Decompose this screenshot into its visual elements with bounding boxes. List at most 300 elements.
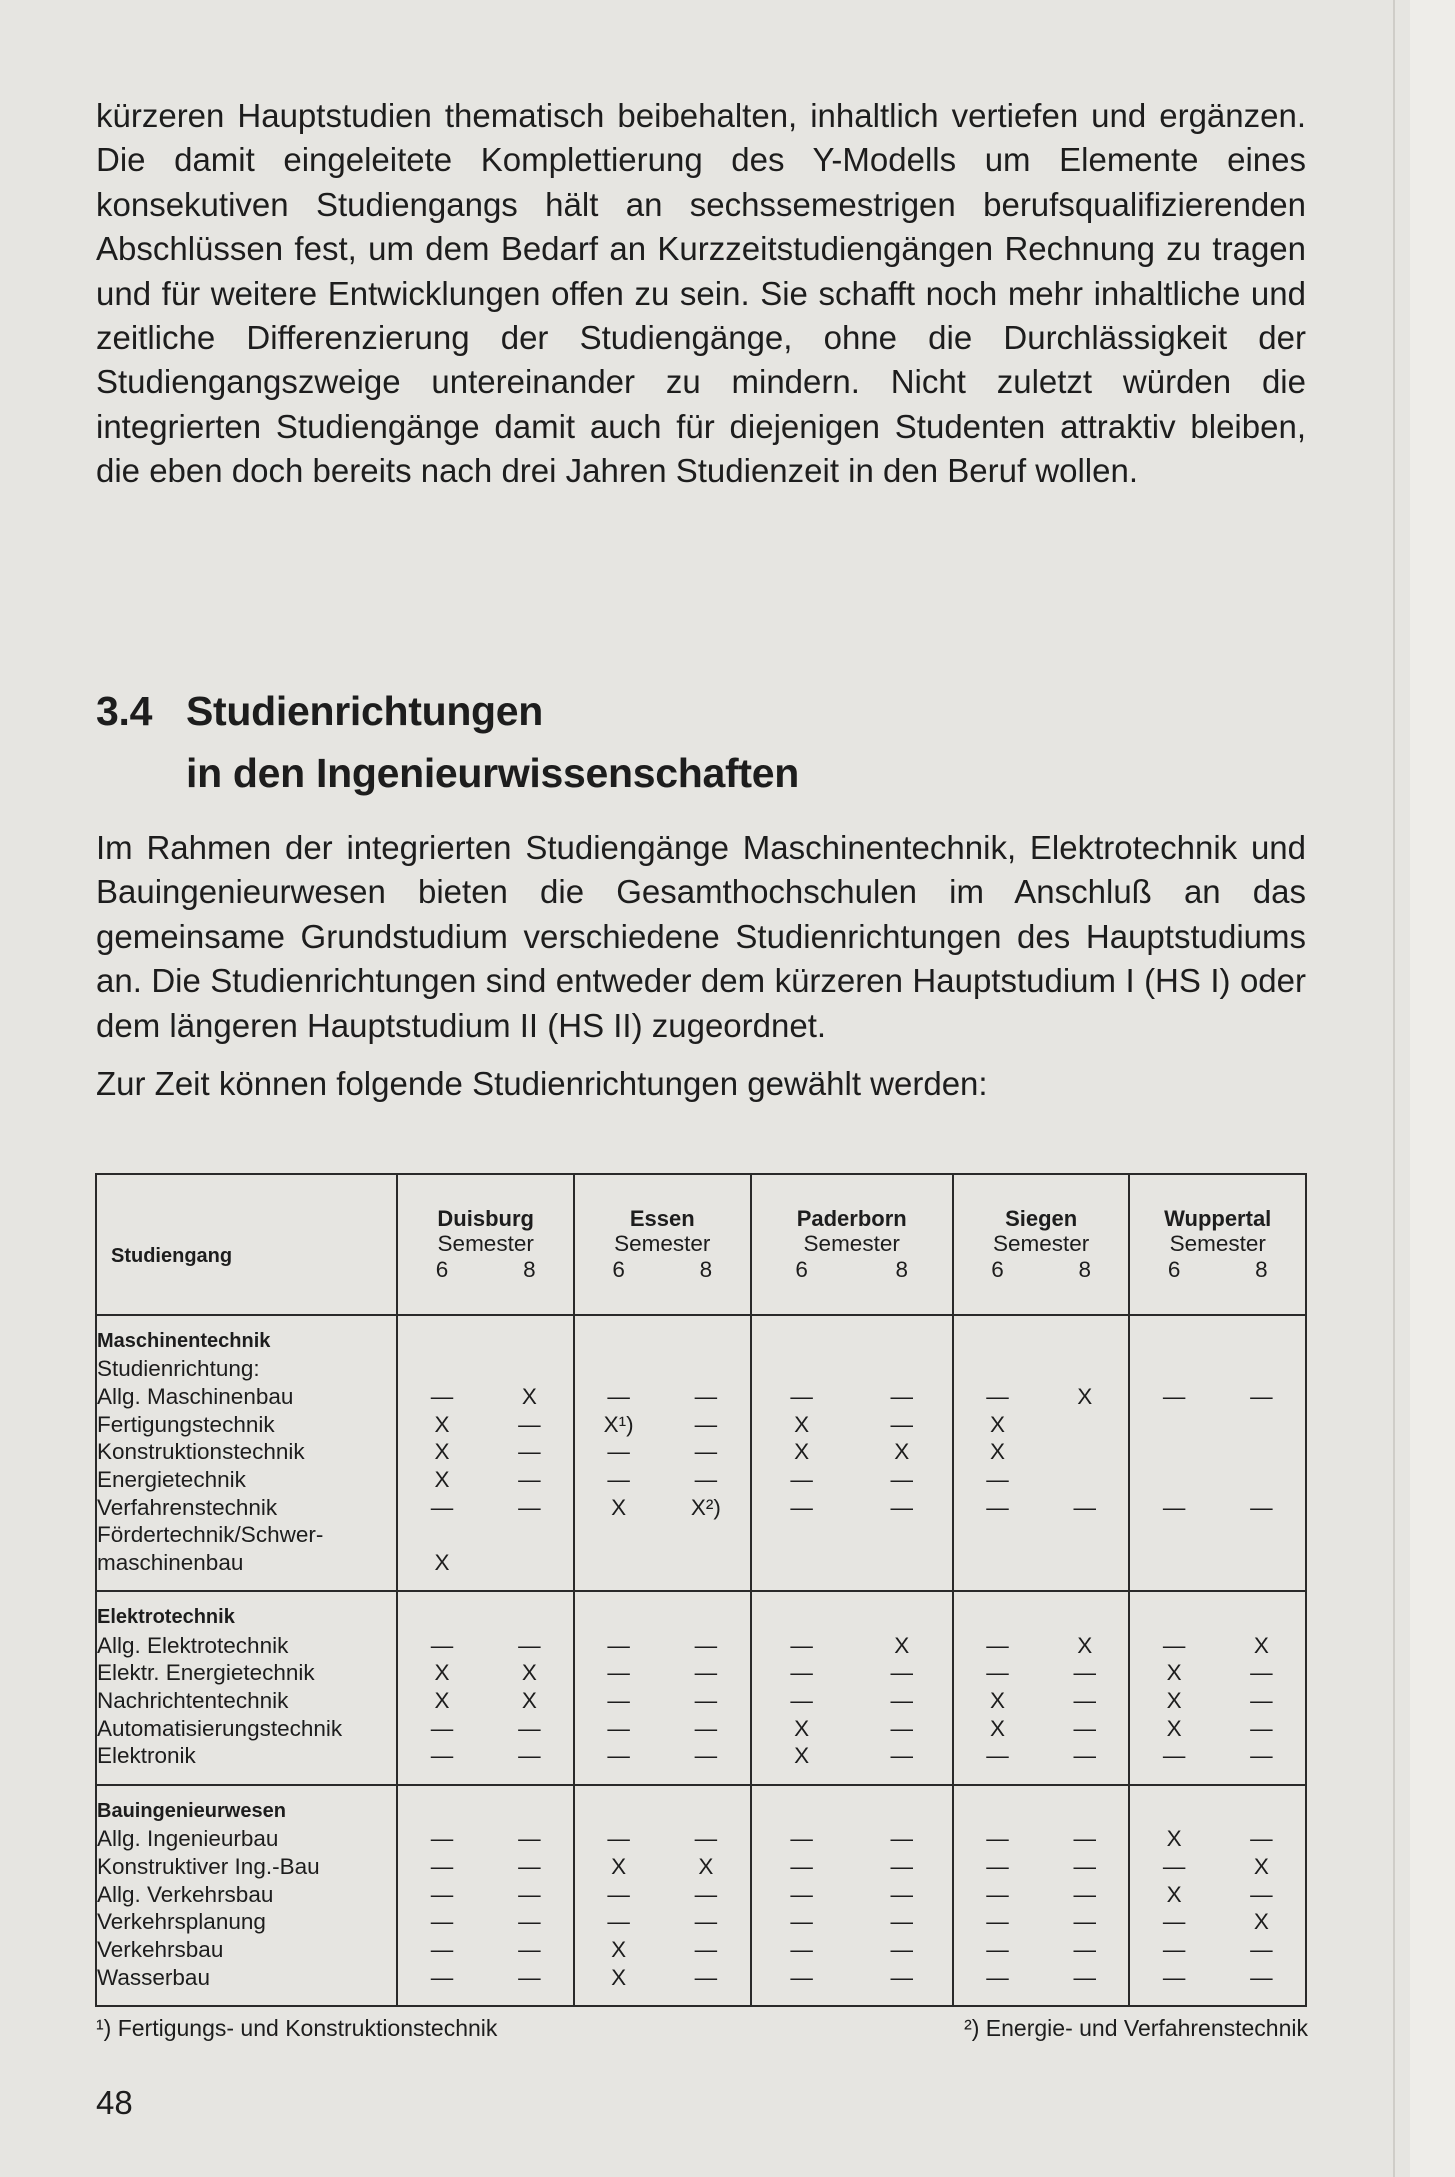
university-cell xyxy=(397,1743,574,1785)
row-label: Konstruktionstechnik xyxy=(96,1439,397,1467)
offer-mark: — xyxy=(694,1936,718,1962)
offer-mark xyxy=(486,1550,573,1576)
university-cell xyxy=(751,1550,953,1592)
semester-short: 6 xyxy=(612,1256,625,1282)
intro-lead: Zur Zeit können folgende Studienrichtungen gewählt werden: xyxy=(96,1065,988,1103)
offer-mark: — xyxy=(1162,1494,1186,1520)
empty-cell xyxy=(953,1785,1130,1826)
offer-mark: X xyxy=(611,1853,627,1879)
offer-mark: — xyxy=(1073,1688,1097,1714)
row-label: Elektr. Energietechnik xyxy=(96,1660,397,1688)
offer-mark: — xyxy=(890,1660,914,1686)
offer-mark: X xyxy=(434,1660,450,1686)
offer-mark: — xyxy=(430,1743,454,1769)
university-cell xyxy=(751,1937,953,1965)
semester-long: 8 xyxy=(1078,1256,1092,1282)
offer-mark: — xyxy=(790,1853,813,1879)
university-name: Paderborn xyxy=(796,1205,907,1231)
empty-cell xyxy=(953,1356,1130,1384)
offer-mark: — xyxy=(518,1936,541,1962)
offer-mark: — xyxy=(986,1743,1009,1769)
row-label: Konstruktiver Ing.-Bau xyxy=(96,1854,397,1882)
university-cell xyxy=(953,1716,1130,1744)
university-cell xyxy=(397,1882,574,1910)
offer-mark: — xyxy=(1073,1660,1097,1686)
empty-cell xyxy=(953,1591,1130,1632)
empty-cell xyxy=(397,1785,574,1826)
university-cell xyxy=(574,1412,751,1440)
offer-mark: — xyxy=(1073,1715,1097,1741)
offer-mark: — xyxy=(607,1688,630,1714)
offer-mark: — xyxy=(1073,1743,1097,1769)
offer-mark: — xyxy=(607,1743,630,1769)
offer-mark: X xyxy=(990,1439,1006,1465)
table-group xyxy=(96,1591,1306,1784)
university-name: Siegen xyxy=(1005,1205,1078,1231)
university-cell xyxy=(397,1660,574,1688)
university-cell xyxy=(1129,1439,1306,1467)
offer-mark: — xyxy=(607,1632,630,1658)
offer-mark: X xyxy=(794,1439,810,1465)
offer-mark: X xyxy=(1166,1881,1182,1907)
offer-mark: — xyxy=(1162,1853,1186,1879)
offer-mark: — xyxy=(518,1466,541,1492)
row-label: Fertigungstechnik xyxy=(96,1412,397,1440)
offer-mark: — xyxy=(518,1715,541,1741)
university-cell xyxy=(397,1384,574,1412)
semester-values xyxy=(398,1257,573,1283)
offer-mark: — xyxy=(790,1826,813,1852)
university-cell xyxy=(953,1826,1130,1854)
semester-long: 8 xyxy=(1255,1256,1268,1282)
offer-mark: — xyxy=(1162,1936,1186,1962)
university-header xyxy=(953,1174,1130,1315)
table-row xyxy=(96,1937,1306,1965)
offer-mark: — xyxy=(694,1632,718,1658)
offer-mark: — xyxy=(518,1826,541,1852)
offer-mark: X xyxy=(1166,1660,1182,1686)
university-cell xyxy=(1129,1550,1306,1592)
offer-mark: X xyxy=(1166,1826,1182,1852)
empty-cell xyxy=(751,1591,953,1632)
offer-mark: — xyxy=(890,1384,914,1410)
offer-mark: X xyxy=(1077,1632,1093,1658)
offer-mark: — xyxy=(430,1715,454,1741)
semester-label: Semester xyxy=(1169,1230,1266,1256)
offer-mark: — xyxy=(1162,1384,1186,1410)
offer-mark: X xyxy=(521,1384,537,1410)
university-cell xyxy=(1129,1384,1306,1412)
semester-long: 8 xyxy=(895,1256,909,1282)
offer-mark: X xyxy=(990,1411,1006,1437)
university-cell xyxy=(397,1854,574,1882)
offer-mark: — xyxy=(1073,1936,1097,1962)
offer-mark: — xyxy=(694,1743,718,1769)
university-cell xyxy=(953,1965,1130,2006)
offer-mark: — xyxy=(986,1466,1009,1492)
offer-mark: — xyxy=(890,1853,914,1879)
university-cell xyxy=(397,1909,574,1937)
offer-mark: — xyxy=(1250,1881,1273,1907)
offer-mark: — xyxy=(694,1688,718,1714)
semester-values xyxy=(752,1257,952,1283)
offer-mark: — xyxy=(1250,1936,1273,1962)
offer-mark: X xyxy=(794,1743,810,1769)
section-intro xyxy=(96,826,1306,1120)
section-title-line2: in den Ingenieurwissenschaften xyxy=(186,750,799,796)
university-cell xyxy=(574,1882,751,1910)
university-name: Duisburg xyxy=(437,1205,534,1231)
offer-mark: — xyxy=(1250,1964,1273,1990)
semester-long: 8 xyxy=(523,1256,536,1282)
offer-mark: X xyxy=(1253,1632,1269,1658)
offer-mark: — xyxy=(694,1439,718,1465)
university-header xyxy=(397,1174,574,1315)
empty-cell xyxy=(751,1315,953,1356)
university-name: Essen xyxy=(629,1205,695,1231)
offer-mark: — xyxy=(986,1853,1009,1879)
university-cell xyxy=(574,1965,751,2006)
offer-mark: — xyxy=(430,1853,454,1879)
row-label: Automatisierungstechnik xyxy=(96,1716,397,1744)
table-group xyxy=(96,1785,1306,2006)
row-label: Allg. Maschinenbau xyxy=(96,1384,397,1412)
offer-mark: — xyxy=(607,1826,630,1852)
empty-cell xyxy=(1129,1356,1306,1384)
offer-mark: — xyxy=(790,1660,813,1686)
university-cell xyxy=(953,1550,1130,1592)
offer-mark: X xyxy=(990,1715,1006,1741)
university-header xyxy=(751,1174,953,1315)
university-cell xyxy=(397,1633,574,1661)
semester-label: Semester xyxy=(803,1230,900,1256)
empty-cell xyxy=(1129,1315,1306,1356)
offer-mark: — xyxy=(890,1881,914,1907)
offer-mark: X xyxy=(611,1494,627,1520)
university-cell xyxy=(574,1522,751,1550)
offer-mark: — xyxy=(1250,1688,1273,1714)
footnote-2: ²) Energie- und Verfahrenstechnik xyxy=(964,2015,1308,2041)
offer-mark: X xyxy=(434,1411,450,1437)
offer-mark: X²) xyxy=(690,1494,721,1520)
table-row xyxy=(96,1384,1306,1412)
offer-mark: X xyxy=(794,1715,810,1741)
semester-short: 6 xyxy=(1167,1256,1181,1282)
offer-mark: — xyxy=(986,1881,1009,1907)
row-label: Nachrichtentechnik xyxy=(96,1688,397,1716)
university-cell xyxy=(1129,1937,1306,1965)
offer-mark: — xyxy=(430,1964,454,1990)
row-label: Allg. Elektrotechnik xyxy=(96,1633,397,1661)
university-cell xyxy=(574,1439,751,1467)
university-cell xyxy=(751,1743,953,1785)
offer-mark: — xyxy=(986,1384,1009,1410)
body-paragraph: kürzeren Hauptstudien thematisch beibehalten, inhaltlich vertiefen und ergänzen. Die damit eingeleitete Komplettierung des Y-Modells um Elemente eines konsekutiven Studiengangs hält an sechssemestrigen berufsqualifizierenden Abschlüssen fest, um dem Bedarf an Kurzzeitstudiengängen Rechnung zu tragen und für weitere Entwicklungen offen zu sein. Sie schafft noch mehr inhaltliche und zeitliche Differenzierung der Studiengänge, ohne die Durchlässigkeit der Studiengangszweige untereinander zu mindern. Nicht zuletzt würden die integrierten Studiengänge damit auch für diejenigen Studenten attraktiv bleiben, die eben doch bereits nach drei Jahren Studienzeit in den Beruf wollen. xyxy=(96,97,1306,490)
offer-mark: — xyxy=(518,1909,541,1935)
university-cell xyxy=(751,1909,953,1937)
offer-mark: X xyxy=(1166,1688,1182,1714)
university-cell xyxy=(574,1909,751,1937)
university-cell xyxy=(751,1412,953,1440)
section-title-line1: Studienrichtungen xyxy=(186,688,544,734)
university-cell xyxy=(953,1743,1130,1785)
university-cell xyxy=(953,1882,1130,1910)
offer-mark: — xyxy=(890,1826,914,1852)
semester-long: 8 xyxy=(699,1256,713,1282)
offer-mark: — xyxy=(1162,1909,1186,1935)
table-row xyxy=(96,1522,1306,1550)
row-label: Fördertechnik/Schwer- xyxy=(96,1522,397,1550)
offer-mark: X xyxy=(1253,1909,1269,1935)
offer-mark: — xyxy=(607,1384,630,1410)
group-title: Bauingenieurwesen xyxy=(96,1785,397,1826)
offer-mark: — xyxy=(694,1466,718,1492)
row-label: Elektronik xyxy=(96,1743,397,1785)
offer-mark: X xyxy=(1166,1715,1182,1741)
university-cell xyxy=(397,1439,574,1467)
offer-mark: — xyxy=(694,1826,718,1852)
offer-mark: — xyxy=(1250,1743,1273,1769)
offer-mark xyxy=(1041,1467,1128,1493)
university-cell xyxy=(751,1716,953,1744)
offer-mark: — xyxy=(986,1632,1009,1658)
university-cell xyxy=(574,1633,751,1661)
offer-mark: X xyxy=(434,1466,450,1492)
university-cell xyxy=(397,1716,574,1744)
offer-mark: — xyxy=(518,1853,541,1879)
empty-cell xyxy=(1129,1591,1306,1632)
offer-mark: — xyxy=(890,1466,914,1492)
offer-mark: — xyxy=(986,1964,1009,1990)
row-label: maschinenbau xyxy=(96,1550,397,1592)
page-number: 48 xyxy=(96,2084,133,2121)
university-cell xyxy=(1129,1965,1306,2006)
offer-mark: — xyxy=(518,1632,541,1658)
section-heading xyxy=(96,680,1096,804)
university-cell xyxy=(1129,1854,1306,1882)
intro-paragraph: Im Rahmen der integrierten Studiengänge Maschinentechnik, Elektrotechnik und Bauingenieurwesen bieten die Gesamthochschulen im Anschluß an das gemeinsame Grundstudium verschiedene Studienrichtungen des Hauptstudiums an. Die Studienrichtungen sind entweder dem kürzeren Hauptstudium I (HS I) oder dem längeren Hauptstudium II (HS II) zugeordnet. xyxy=(96,829,1306,1044)
university-cell xyxy=(574,1854,751,1882)
offer-mark: — xyxy=(890,1936,914,1962)
offer-mark: — xyxy=(890,1743,914,1769)
semester-short: 6 xyxy=(991,1256,1004,1282)
studienrichtungen-table xyxy=(95,1173,1307,2007)
university-cell xyxy=(397,1412,574,1440)
university-cell xyxy=(751,1467,953,1495)
university-cell xyxy=(953,1909,1130,1937)
university-cell xyxy=(574,1495,751,1523)
offer-mark: — xyxy=(607,1881,630,1907)
row-label: Allg. Verkehrsbau xyxy=(96,1882,397,1910)
offer-mark: — xyxy=(790,1964,813,1990)
offer-mark: — xyxy=(518,1881,541,1907)
semester-short: 6 xyxy=(435,1256,449,1282)
semester-values xyxy=(575,1257,750,1283)
offer-mark: — xyxy=(790,1688,813,1714)
offer-mark: X¹) xyxy=(603,1411,634,1437)
semester-label: Semester xyxy=(993,1230,1090,1256)
table-row xyxy=(96,1467,1306,1495)
university-cell xyxy=(751,1495,953,1523)
university-cell xyxy=(397,1522,574,1550)
offer-mark: — xyxy=(430,1936,454,1962)
offer-mark: — xyxy=(694,1881,718,1907)
university-cell xyxy=(751,1688,953,1716)
offer-mark: — xyxy=(790,1384,813,1410)
table-row xyxy=(96,1854,1306,1882)
page-edge xyxy=(1393,0,1395,2177)
offer-mark: X xyxy=(894,1632,910,1658)
group-title: Maschinentechnik xyxy=(96,1315,397,1356)
university-cell xyxy=(1129,1522,1306,1550)
offer-mark: — xyxy=(790,1466,813,1492)
university-cell xyxy=(1129,1495,1306,1523)
university-cell xyxy=(953,1495,1130,1523)
university-cell xyxy=(751,1439,953,1467)
footnote-1: ¹) Fertigungs- und Konstruktionstechnik xyxy=(96,2015,498,2041)
table-group xyxy=(96,1315,1306,1591)
university-cell xyxy=(1129,1412,1306,1440)
semester-short: 6 xyxy=(795,1256,808,1282)
offer-mark: — xyxy=(890,1909,914,1935)
offer-mark: — xyxy=(890,1964,914,1990)
university-cell xyxy=(397,1467,574,1495)
offer-mark: — xyxy=(1073,1909,1097,1935)
semester-values xyxy=(954,1257,1129,1283)
offer-mark: — xyxy=(430,1384,454,1410)
offer-mark: — xyxy=(1073,1494,1097,1520)
offer-mark: — xyxy=(890,1494,914,1520)
offer-mark: X xyxy=(521,1688,537,1714)
table-row xyxy=(96,1716,1306,1744)
offer-mark: — xyxy=(790,1936,813,1962)
table-row xyxy=(96,1495,1306,1523)
university-cell xyxy=(953,1384,1130,1412)
offer-mark: — xyxy=(607,1439,630,1465)
offer-mark: — xyxy=(986,1909,1009,1935)
offer-mark: — xyxy=(430,1909,454,1935)
group-header-row xyxy=(96,1591,1306,1632)
offer-mark: — xyxy=(890,1688,914,1714)
empty-cell xyxy=(397,1315,574,1356)
university-cell xyxy=(574,1550,751,1592)
offer-mark: X xyxy=(521,1660,537,1686)
university-cell xyxy=(1129,1743,1306,1785)
university-cell xyxy=(751,1965,953,2006)
university-cell xyxy=(574,1826,751,1854)
offer-mark: — xyxy=(607,1715,630,1741)
group-title: Elektrotechnik xyxy=(96,1591,397,1632)
university-cell xyxy=(1129,1826,1306,1854)
page-margin xyxy=(1410,0,1455,2177)
offer-mark: X xyxy=(434,1549,450,1575)
offer-mark: — xyxy=(1073,1853,1097,1879)
offer-mark: — xyxy=(790,1494,813,1520)
university-cell xyxy=(574,1937,751,1965)
university-cell xyxy=(397,1826,574,1854)
group-header-row xyxy=(96,1315,1306,1356)
offer-mark: — xyxy=(694,1660,718,1686)
university-name: Wuppertal xyxy=(1164,1205,1272,1231)
offer-mark: X xyxy=(434,1439,450,1465)
empty-cell xyxy=(574,1591,751,1632)
offer-mark: X xyxy=(611,1936,627,1962)
university-cell xyxy=(397,1688,574,1716)
offer-mark: X xyxy=(794,1411,810,1437)
empty-cell xyxy=(574,1356,751,1384)
semester-values xyxy=(1130,1257,1305,1283)
offer-mark: — xyxy=(986,1936,1009,1962)
semester-label: Semester xyxy=(437,1230,534,1256)
offer-mark: — xyxy=(430,1632,454,1658)
row-label: Wasserbau xyxy=(96,1965,397,2006)
university-cell xyxy=(1129,1688,1306,1716)
offer-mark: — xyxy=(518,1494,541,1520)
offer-mark: — xyxy=(986,1826,1009,1852)
university-cell xyxy=(751,1854,953,1882)
offer-mark: X xyxy=(698,1853,714,1879)
university-cell xyxy=(574,1467,751,1495)
offer-mark: X xyxy=(894,1439,910,1465)
empty-cell xyxy=(397,1356,574,1384)
table-row xyxy=(96,1439,1306,1467)
offer-mark: — xyxy=(694,1715,718,1741)
offer-mark: — xyxy=(986,1494,1009,1520)
table-row xyxy=(96,1688,1306,1716)
university-cell xyxy=(953,1633,1130,1661)
offer-mark: — xyxy=(430,1826,454,1852)
offer-mark: X xyxy=(990,1688,1006,1714)
university-cell xyxy=(953,1937,1130,1965)
offer-mark: — xyxy=(607,1466,630,1492)
offer-mark: — xyxy=(430,1494,454,1520)
table-row xyxy=(96,1550,1306,1592)
empty-cell xyxy=(397,1591,574,1632)
group-header-row xyxy=(96,1785,1306,1826)
university-header xyxy=(1129,1174,1306,1315)
university-cell xyxy=(751,1522,953,1550)
section-number: 3.4 xyxy=(96,688,153,734)
row-label: Verfahrenstechnik xyxy=(96,1495,397,1523)
offer-mark: — xyxy=(986,1660,1009,1686)
university-cell xyxy=(751,1826,953,1854)
offer-mark: X xyxy=(1253,1853,1269,1879)
empty-cell xyxy=(751,1785,953,1826)
offer-mark: — xyxy=(518,1743,541,1769)
offer-mark: — xyxy=(518,1439,541,1465)
row-label: Allg. Ingenieurbau xyxy=(96,1826,397,1854)
row-label: Energietechnik xyxy=(96,1467,397,1495)
offer-mark: — xyxy=(694,1411,718,1437)
university-header xyxy=(574,1174,751,1315)
university-cell xyxy=(397,1550,574,1592)
university-cell xyxy=(1129,1716,1306,1744)
university-cell xyxy=(1129,1882,1306,1910)
empty-cell xyxy=(751,1356,953,1384)
group-subhead-row xyxy=(96,1356,1306,1384)
university-cell xyxy=(751,1660,953,1688)
table-row xyxy=(96,1743,1306,1785)
offer-mark: — xyxy=(694,1384,718,1410)
offer-mark xyxy=(1041,1412,1128,1438)
offer-mark: — xyxy=(1162,1743,1186,1769)
table-row xyxy=(96,1660,1306,1688)
offer-mark: — xyxy=(790,1881,813,1907)
offer-mark: — xyxy=(1073,1881,1097,1907)
offer-mark: — xyxy=(1250,1494,1273,1520)
university-cell xyxy=(953,1439,1130,1467)
table-header-row xyxy=(96,1174,1306,1315)
